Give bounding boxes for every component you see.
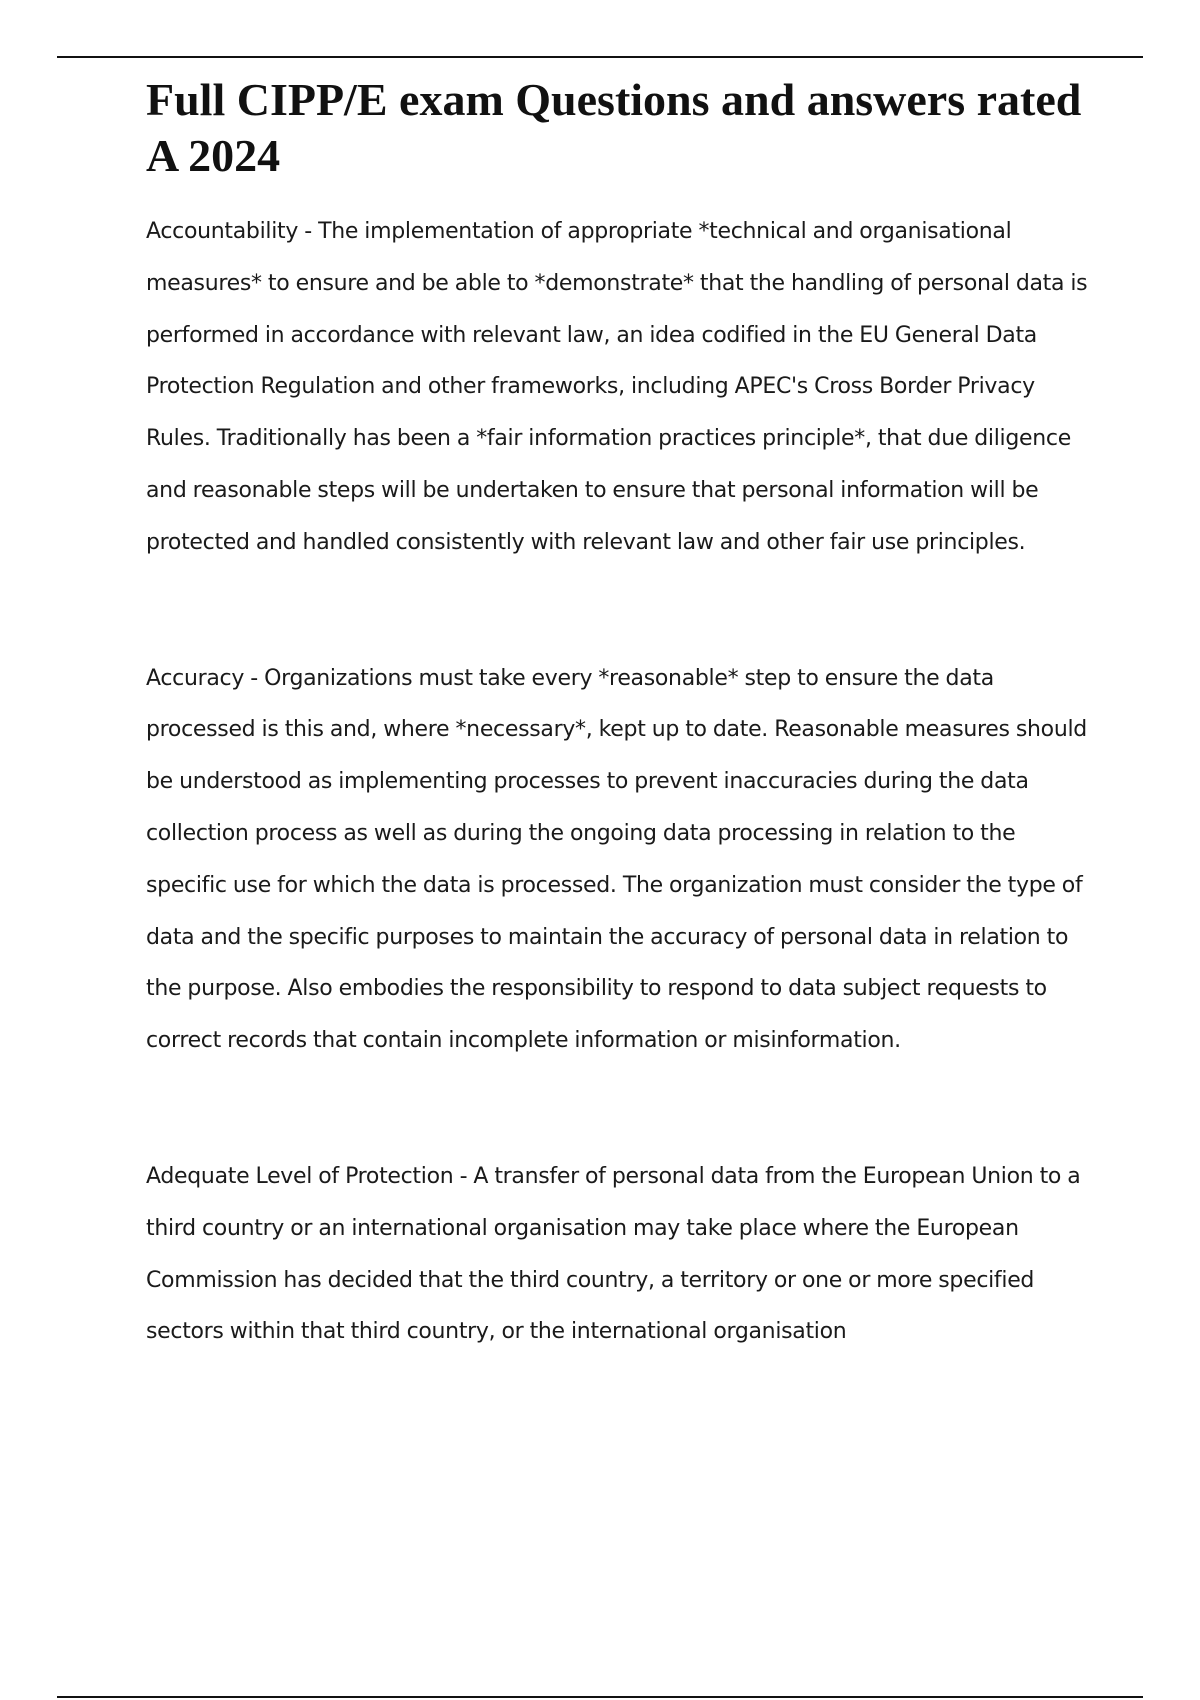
entry-accuracy: Accuracy - Organizations must take every *reasonable* step to ensure the data processed is this and, where *necessary*, kept up to date. Reasonable measures should be understood as implementing processes to prevent inaccuracies during the data collection process as well as during the ongoing data processing in relation to the specific use for which the data is processed. The organization must consider the type of data and the specific purposes to maintain the accuracy of personal data in relation to the purpose. Also embodies the responsibility to respond to data subject requests to correct records that contain incomplete information or misinformation. [146,665,1087,1054]
document-title: Full CIPP/E exam Questions and answers rated A 2024 [146,74,1082,181]
top-rule [57,56,1143,58]
document-body [146,72,1098,1442]
entry-accountability: Accountability - The implementation of appropriate *technical and organisational measures* to ensure and be able to *demonstrate* that the handling of personal data is performed in accordance with relevant law, an idea codified in the EU General Data Protection Regulation and other frameworks, including APEC's Cross Border Privacy Rules. Traditionally has been a *fair information practices principle*, that due diligence and reasonable steps will be undertaken to ensure that personal information will be protected and handled consistently with relevant law and other fair use principles. [146,219,1088,555]
entry-adequate-level-of-protection: Adequate Level of Protection - A transfer of personal data from the European Union to a third country or an international organisation may take place where the European Commission has decided that the third country, a territory or one or more specified sectors within that third country, or the international organisation [146,1163,1081,1345]
bottom-rule [57,1696,1143,1698]
